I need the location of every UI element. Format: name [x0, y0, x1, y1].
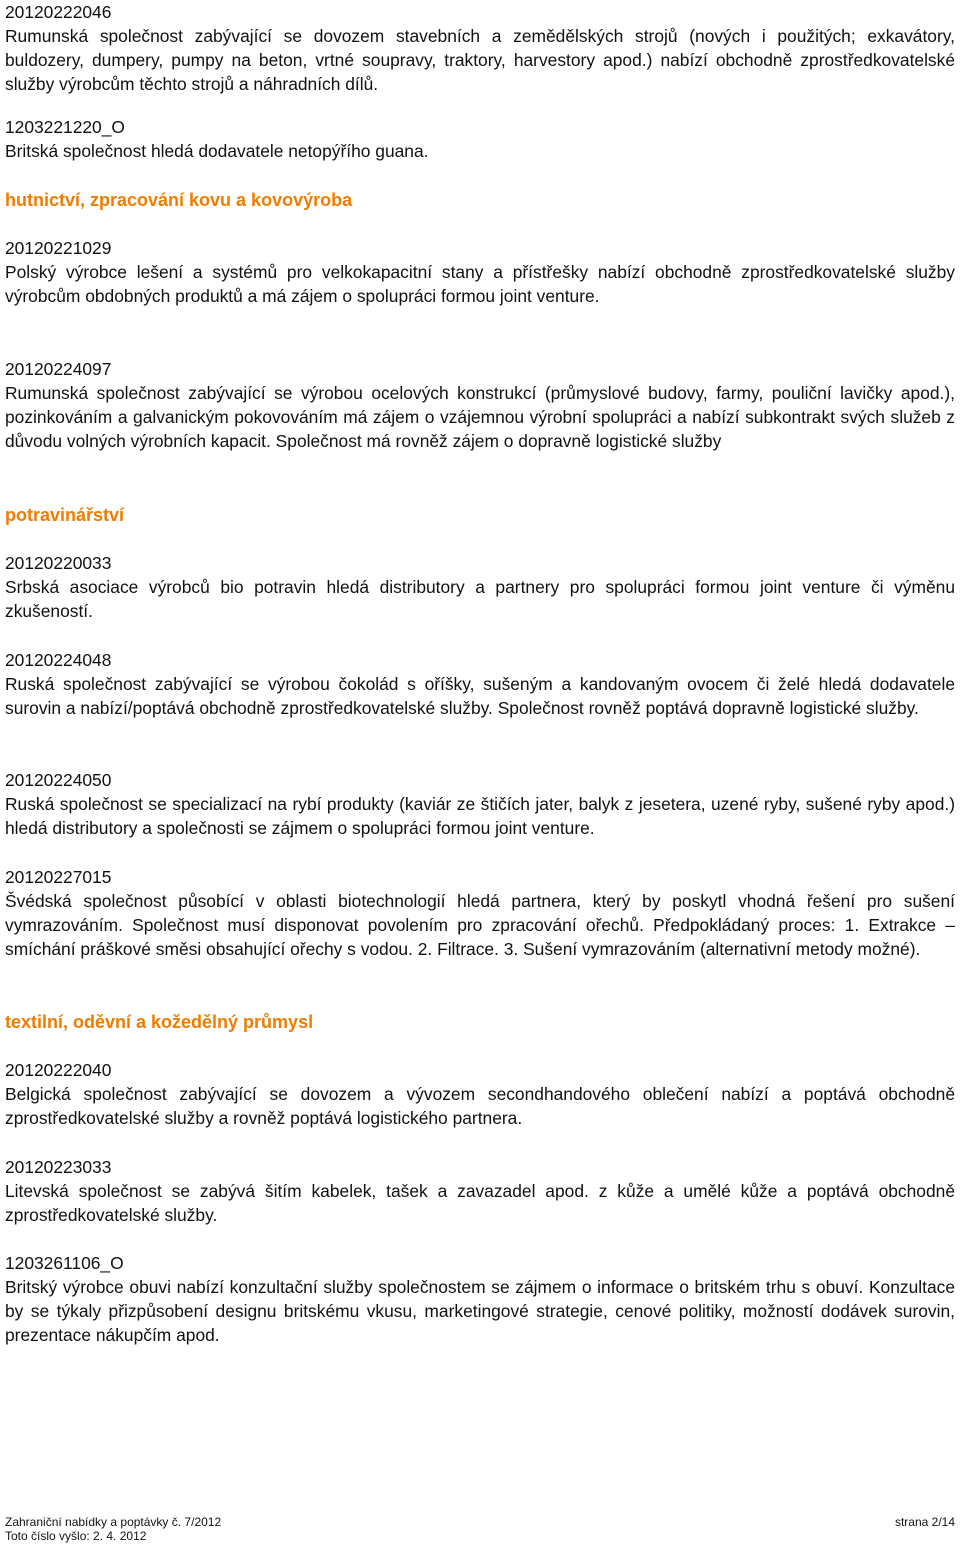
section-heading — [5, 1010, 955, 1034]
entry — [5, 115, 955, 163]
entry-id: 1203261106_O — [5, 1253, 124, 1273]
footer-row — [5, 1515, 955, 1529]
entry-text: Srbská asociace výrobců bio potravin hledá distributory a partnery pro spolupráci formou joint venture či výměnu zkušeností. — [5, 577, 955, 621]
footer-page-number: strana 2/14 — [894, 1515, 955, 1529]
entry-text: Litevská společnost se zabývá šitím kabelek, tašek a zavazadel apod. z kůže a umělé kůže a poptává obchodně zprostředkovatelské služby. — [5, 1181, 955, 1225]
section-heading-food: potravinářství — [5, 505, 125, 525]
entry-text: Britský výrobce obuvi nabízí konzultační služby společnostem se zájmem o informace o britském trhu s obuví. Konzultace by se týkaly přizpůsobení designu britskému vkusu, marketingové strategie, cenové politiky, možností dodávek surovin, prezentace nákupčím apod. — [5, 1277, 955, 1345]
entry — [5, 768, 955, 840]
entry-id: 20120227015 — [5, 867, 112, 887]
page-footer — [5, 1515, 955, 1543]
section-heading — [5, 503, 955, 527]
entry-id: 20120224050 — [5, 770, 112, 790]
entry-text: Rumunská společnost zabývající se dovozem stavebních a zemědělských strojů (nových i použitých; exkavátory, buldozery, dumpery, pumpy na beton, vrtné soupravy, traktory, harvestory apod.) nabízí obchodně zprostředkovatelské služby výrobcům těchto strojů a náhradních dílů. — [5, 26, 955, 94]
entry — [5, 865, 955, 961]
entry-id: 20120220033 — [5, 553, 112, 573]
entry-text: Ruská společnost se specializací na rybí produkty (kaviár ze štičích jater, balyk z jesetera, uzené ryby, sušené ryby apod.) hledá distributory a společnosti se zájmem o spolupráci formou joint venture. — [5, 794, 955, 838]
entry — [5, 0, 955, 96]
entry — [5, 648, 955, 720]
entry — [5, 357, 955, 453]
section-heading-metal: hutnictví, zpracování kovu a kovovýroba — [5, 190, 353, 210]
entry-id: 20120224097 — [5, 359, 112, 379]
footer-publication: Zahraniční nabídky a poptávky č. 7/2012 — [5, 1515, 222, 1529]
entry-text: Britská společnost hledá dodavatele netopýřího guana. — [5, 141, 429, 161]
section-heading-textile: textilní, oděvní a kožedělný průmysl — [5, 1012, 314, 1032]
entry-text: Rumunská společnost zabývající se výrobou ocelových konstrukcí (průmyslové budovy, farmy, pouliční lavičky apod.), pozinkováním a galvanickým pokovováním má zájem o vzájemnou výrobní spolupráci a nabízí subkontrakt svých služeb z důvodu volných výrobních kapacit. Společnost má rovněž zájem o dopravně logistické služby — [5, 383, 955, 451]
footer-issued-date: Toto číslo vyšlo: 2. 4. 2012 — [5, 1529, 147, 1543]
footer-row — [5, 1529, 955, 1543]
section-heading — [5, 188, 955, 212]
entry-text: Belgická společnost zabývající se dovozem a vývozem secondhandového oblečení nabízí a poptává obchodně zprostředkovatelské služby a rovněž poptává logistického partnera. — [5, 1084, 955, 1128]
entry-id: 20120223033 — [5, 1157, 112, 1177]
entry-text: Švédská společnost působící v oblasti biotechnologií hledá partnera, který by poskytl vhodná řešení pro sušení vymrazováním. Společnost musí disponovat povolením pro zpracování ořechů. Předpokládaný proces: 1. Extrakce – smíchání práškové směsi obsahující ořechy s vodou. 2. Filtrace. 3. Sušení vymrazováním (alternativní metody možné). — [5, 891, 955, 959]
entry — [5, 236, 955, 308]
entry-id: 1203221220_O — [5, 117, 125, 137]
entry-id: 20120224048 — [5, 650, 112, 670]
entry-id: 20120222040 — [5, 1060, 112, 1080]
entry-text: Polský výrobce lešení a systémů pro velkokapacitní stany a přístřešky nabízí obchodně zprostředkovatelské služby výrobcům obdobných produktů a má zájem o spolupráci formou joint venture. — [5, 262, 955, 306]
entry — [5, 1251, 955, 1347]
entry-id: 20120221029 — [5, 238, 112, 258]
entry-id: 20120222046 — [5, 2, 112, 22]
entry-text: Ruská společnost zabývající se výrobou čokolád s oříšky, sušeným a kandovaným ovocem či želé hledá dodavatele surovin a nabízí/poptává obchodně zprostředkovatelské služby. Společnost rovněž poptává dopravně logistické služby. — [5, 674, 955, 718]
entry — [5, 1155, 955, 1227]
entry — [5, 551, 955, 623]
entry — [5, 1058, 955, 1130]
